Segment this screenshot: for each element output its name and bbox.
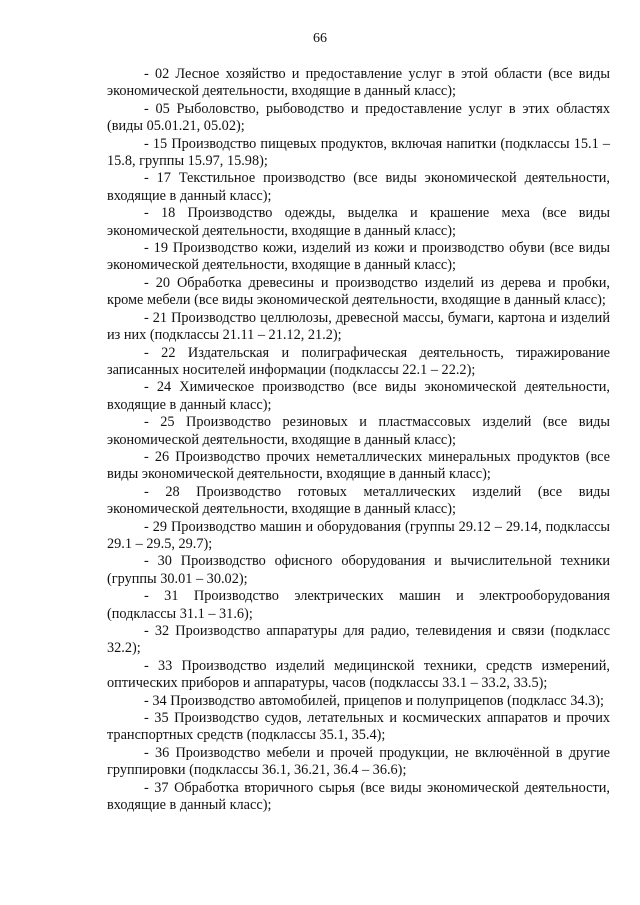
list-item: - 05 Рыболовство, рыбоводство и предоставление услуг в этих областях (виды 05.01.21, 05.02); (107, 100, 610, 135)
activity-list (107, 66, 610, 814)
page-number: 66 (313, 31, 327, 46)
list-item: - 26 Производство прочих неметаллических минеральных продуктов (все виды экономической деятельности, входящие в данный класс); (107, 448, 610, 483)
list-item: - 18 Производство одежды, выделка и крашение меха (все виды экономической деятельности, входящие в данный класс); (107, 205, 610, 239)
list-item: - 32 Производство аппаратуры для радио, телевидения и связи (подкласс 32.2); (107, 623, 610, 657)
list-item: - 36 Производство мебели и прочей продукции, не включённой в другие группировки (подклассы 36.1, 36.21, 36.4 – 36.6); (107, 744, 610, 779)
list-item: - 02 Лесное хозяйство и предоставление услуг в этой области (все виды экономической деятельности, входящие в данный класс); (107, 66, 610, 100)
list-item: - 24 Химическое производство (все виды экономической деятельности, входящие в данный класс); (107, 379, 610, 413)
list-item: - 31 Производство электрических машин и электрооборудования (подклассы 31.1 – 31.6); (107, 588, 610, 622)
list-item: - 17 Текстильное производство (все виды экономической деятельности, входящие в данный класс); (107, 170, 610, 204)
list-item: - 34 Производство автомобилей, прицепов и полуприцепов (подкласс 34.3); (144, 692, 604, 709)
list-item: - 21 Производство целлюлозы, древесной массы, бумаги, картона и изделий из них (подклассы 21.11 – 21.12, 21.2); (107, 309, 610, 344)
list-item: - 29 Производство машин и оборудования (группы 29.12 – 29.14, подклассы 29.1 – 29.5, 29.7); (107, 518, 610, 552)
list-item: - 20 Обработка древесины и производство изделий из дерева и пробки, кроме мебели (все виды экономической деятельности, входящие в данный класс); (107, 274, 610, 309)
list-item: - 22 Издательская и полиграфическая деятельность, тиражирование записанных носителей информации (подклассы 22.1 – 22.2); (107, 344, 610, 378)
list-item: - 33 Производство изделий медицинской техники, средств измерений, оптических приборов и аппаратуры, часов (подклассы 33.1 – 33.2, 33.5); (107, 657, 610, 692)
list-item: - 30 Производство офисного оборудования и вычислительной техники (группы 30.01 – 30.02); (107, 553, 610, 587)
list-item: - 35 Производство судов, летательных и космических аппаратов и прочих транспортных средств (подклассы 35.1, 35.4); (107, 710, 610, 744)
list-item: - 15 Производство пищевых продуктов, включая напитки (подклассы 15.1 – 15.8, группы 15.97, 15.98); (107, 135, 610, 170)
list-item: - 28 Производство готовых металлических изделий (все виды экономической деятельности, входящие в данный класс); (107, 483, 610, 518)
list-item: - 19 Производство кожи, изделий из кожи и производство обуви (все виды экономической деятельности, входящие в данный класс); (107, 240, 610, 274)
list-item: - 37 Обработка вторичного сырья (все виды экономической деятельности, входящие в данный класс); (107, 779, 610, 814)
list-item: - 25 Производство резиновых и пластмассовых изделий (все виды экономической деятельности, входящие в данный класс); (107, 414, 610, 448)
